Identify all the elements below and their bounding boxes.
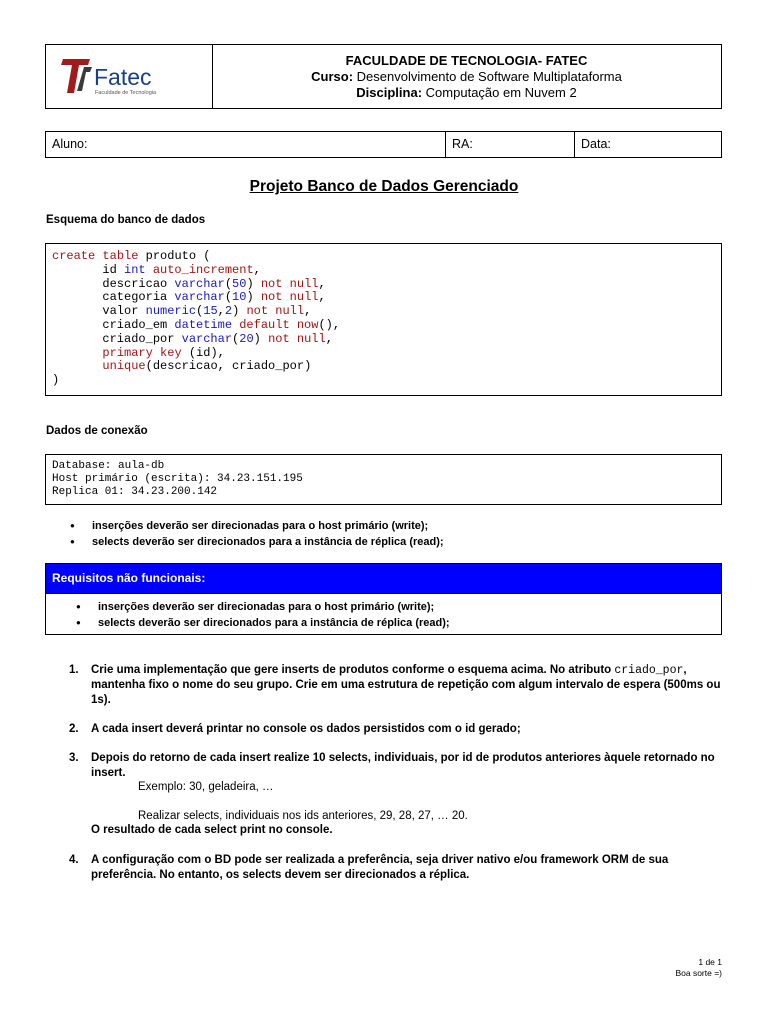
example-line: Realizar selects, individuais nos ids anteriores, 29, 28, 27, … 20. bbox=[138, 810, 468, 822]
header-text bbox=[212, 45, 721, 108]
ra-field[interactable]: RA: bbox=[446, 132, 575, 157]
example-line: Exemplo: 30, geladeira, … bbox=[138, 781, 274, 793]
curso-value: Desenvolvimento de Software Multiplataforma bbox=[356, 69, 622, 84]
list-item: ● selects deverão ser direcionados para a instância de réplica (read); bbox=[76, 615, 717, 631]
requirements-list bbox=[76, 599, 717, 631]
routing-bullet-list bbox=[70, 518, 444, 550]
logo-cell bbox=[46, 45, 213, 108]
requirements-heading: Requisitos não funcionais: bbox=[46, 564, 721, 594]
disciplina-value: Computação em Nuvem 2 bbox=[425, 85, 577, 100]
curso-line bbox=[212, 69, 721, 85]
connection-code-block bbox=[45, 454, 722, 505]
closing-text: Boa sorte =) bbox=[675, 968, 722, 978]
task-number: 1. bbox=[69, 664, 79, 676]
student-info-row bbox=[45, 131, 722, 158]
fatec-logo bbox=[46, 45, 212, 108]
task-number: 2. bbox=[69, 723, 79, 735]
inline-code: criado_por bbox=[614, 664, 684, 677]
task-text: , mantenha fixo o nome do seu grupo. Crie em uma estrutura de repetição com algum intervalo de espera (500ms ou 1s). bbox=[91, 664, 721, 706]
list-item: ● inserções deverão ser direcionadas para o host primário (write); bbox=[70, 518, 444, 534]
task-3 bbox=[69, 751, 729, 781]
schema-label: Esquema do banco de dados bbox=[46, 214, 206, 226]
task-2 bbox=[69, 722, 729, 737]
logo-subtext: Faculdade de Tecnologia bbox=[95, 90, 157, 96]
page-title: Projeto Banco de Dados Gerenciado bbox=[249, 178, 519, 195]
connection-line: Database: aula-db bbox=[52, 460, 165, 472]
page-footer bbox=[675, 957, 722, 979]
list-item: ● inserções deverão ser direcionadas para o host primário (write); bbox=[76, 599, 717, 615]
task-text: A configuração com o BD pode ser realizada a preferência, seja driver nativo e/ou framework ORM de sua preferência. No entanto, os selects devem ser direcionados a réplica. bbox=[91, 854, 669, 881]
connection-line: Replica 01: 34.23.200.142 bbox=[52, 486, 218, 498]
document-header bbox=[45, 44, 722, 109]
schema-code-block: create table produto ( id int auto_increment, descricao varchar(50) not null, categoria varchar(10) not null, valor numeric(15,2) not null, criado_em datetime default now(), criado_por varchar(20) not null, primary key (id), unique(descricao, criado_por) ) bbox=[45, 243, 722, 396]
task-1 bbox=[69, 663, 729, 708]
requirements-box bbox=[45, 563, 722, 635]
logo-text: Fatec bbox=[94, 64, 152, 90]
task-text: Crie uma implementação que gere inserts de produtos conforme o esquema acima. No atributo bbox=[91, 664, 615, 676]
disciplina-line bbox=[212, 85, 721, 101]
page-number: 1 de 1 bbox=[698, 957, 722, 967]
disciplina-label: Disciplina: bbox=[356, 85, 423, 100]
task-text: Depois do retorno de cada insert realize 10 selects, individuais, por id de produtos anteriores àquele retornado no insert. bbox=[91, 752, 715, 779]
list-item: ● selects deverão ser direcionados para a instância de réplica (read); bbox=[70, 534, 444, 550]
connection-line: Host primário (escrita): 34.23.151.195 bbox=[52, 473, 303, 485]
task-number: 4. bbox=[69, 854, 79, 866]
task-number: 3. bbox=[69, 752, 79, 764]
connection-label: Dados de conexão bbox=[46, 425, 148, 437]
curso-label: Curso: bbox=[311, 69, 354, 84]
task-text: A cada insert deverá printar no console os dados persistidos com o id gerado; bbox=[91, 723, 521, 735]
aluno-field[interactable]: Aluno: bbox=[46, 132, 446, 157]
data-field[interactable]: Data: bbox=[581, 137, 611, 151]
task-result-line: O resultado de cada select print no console. bbox=[91, 824, 333, 836]
institution-name: FACULDADE DE TECNOLOGIA- FATEC bbox=[345, 53, 588, 68]
task-4 bbox=[69, 853, 729, 883]
